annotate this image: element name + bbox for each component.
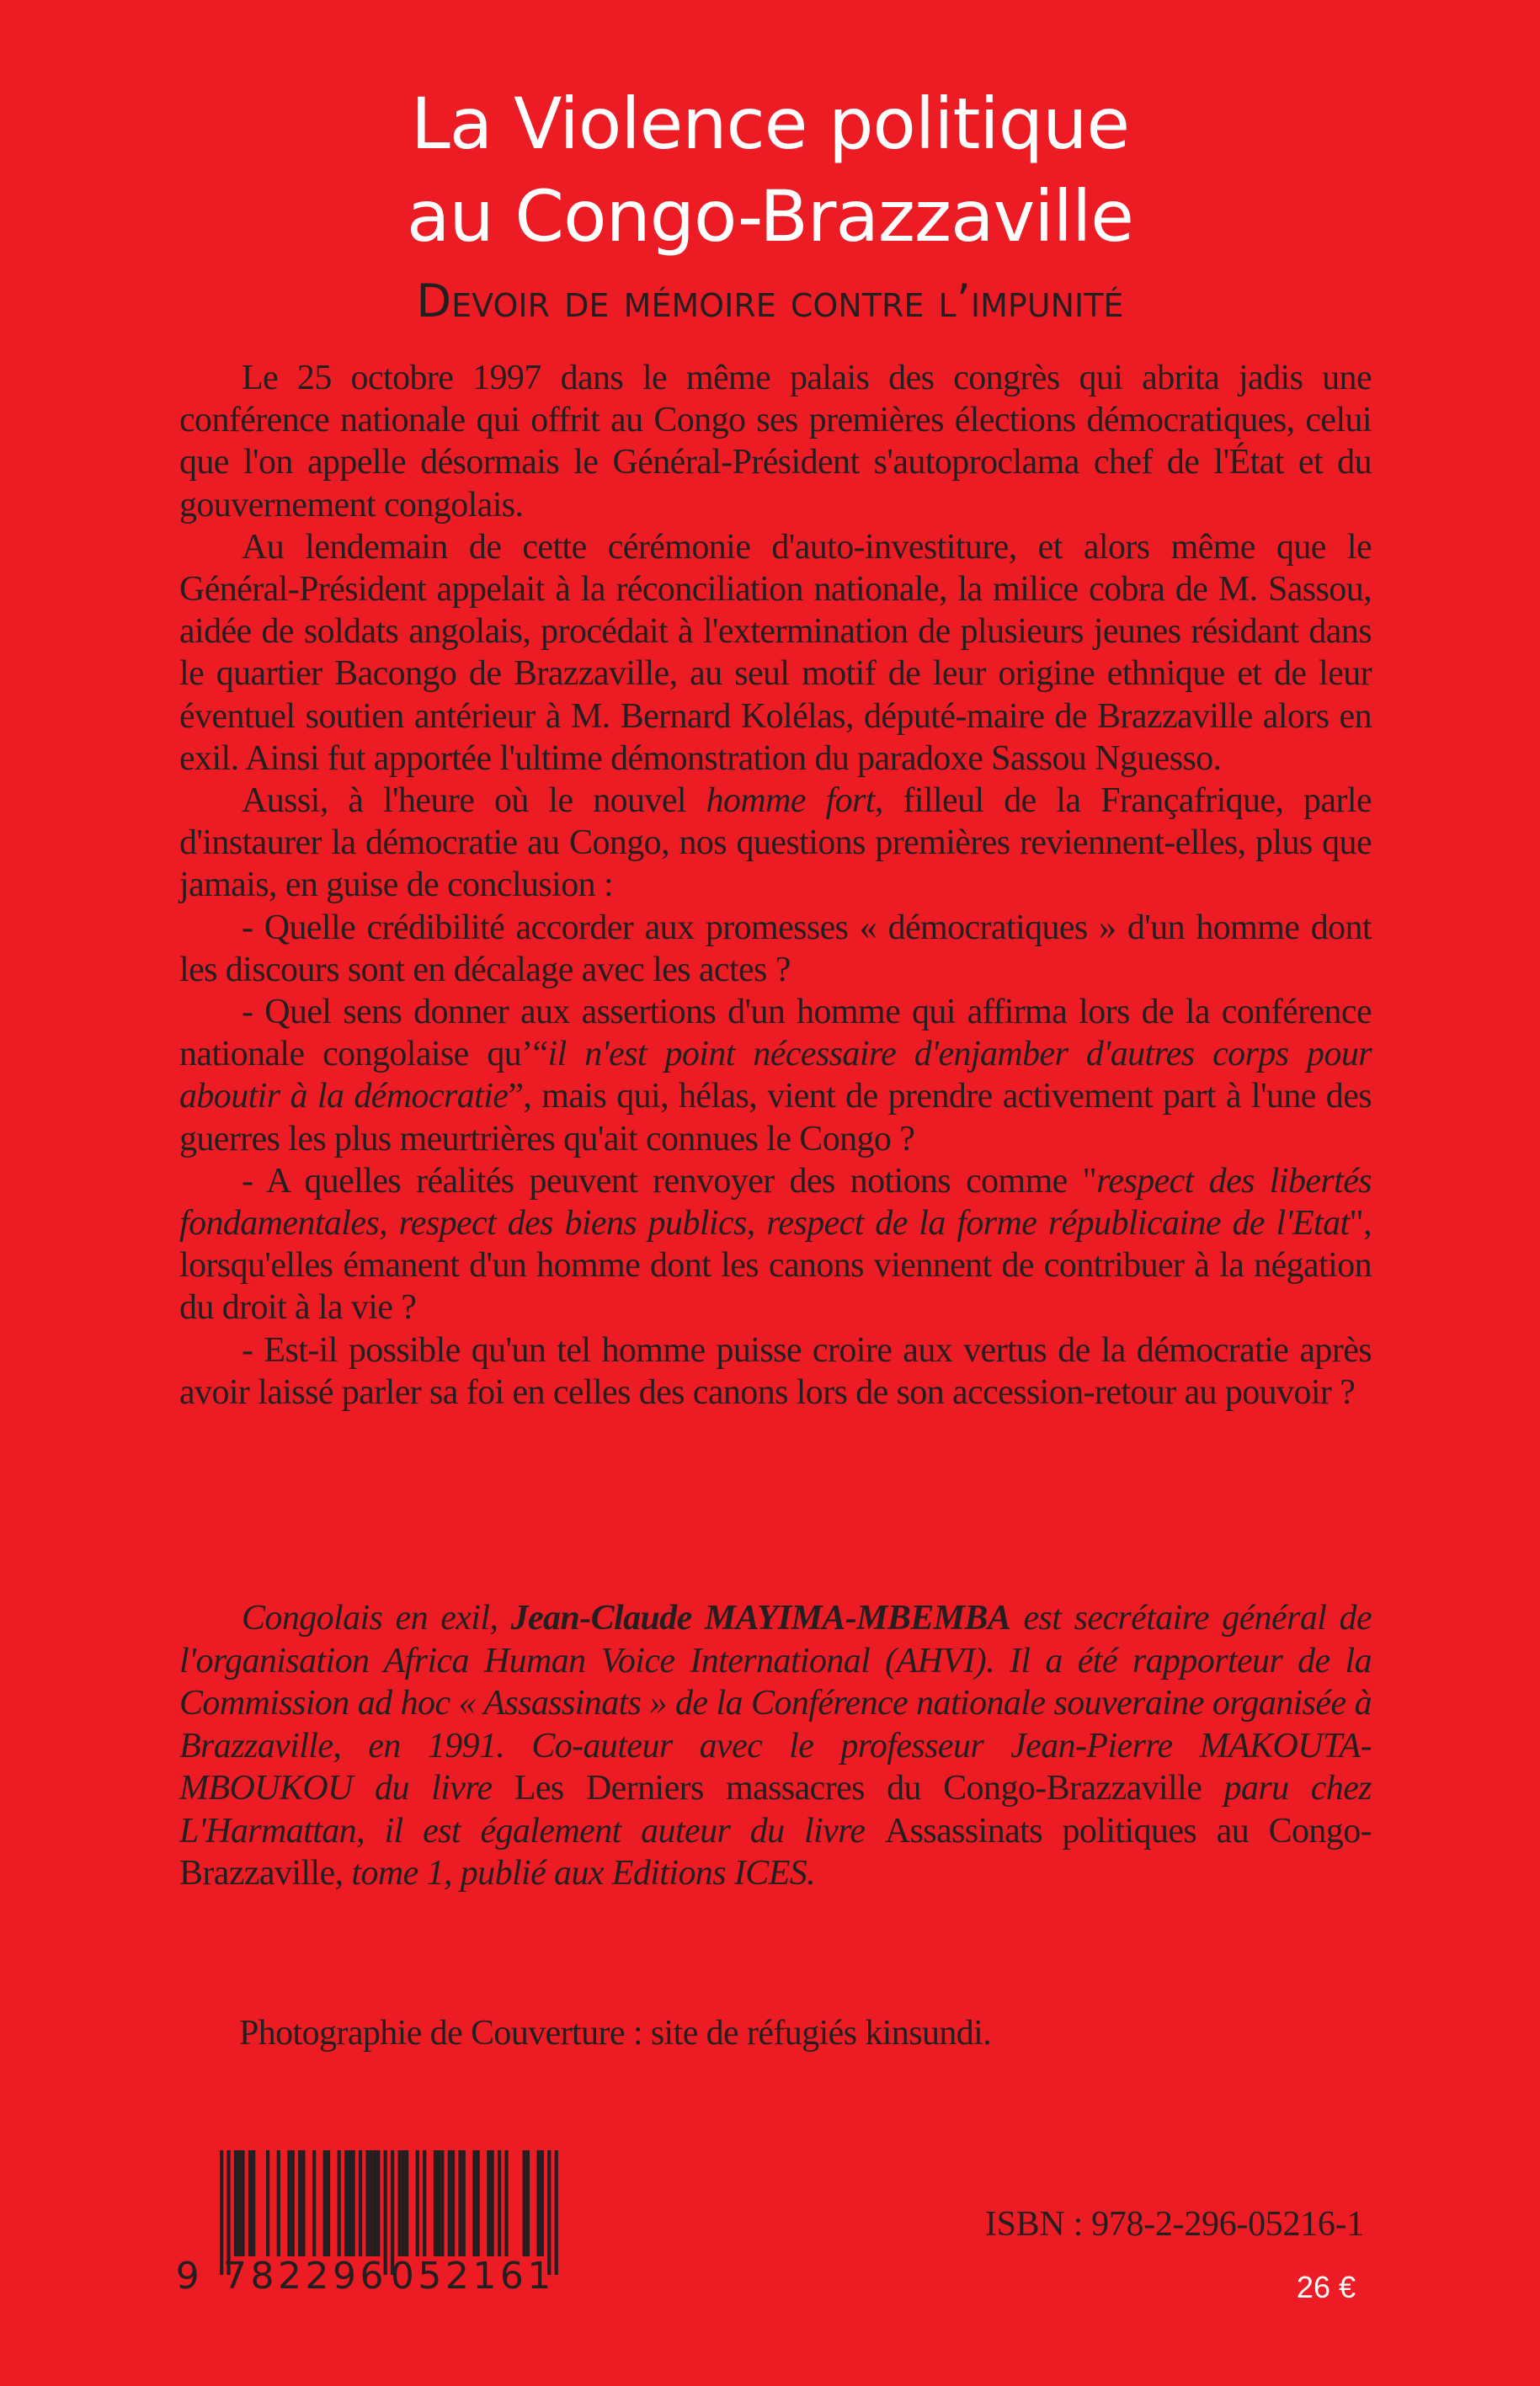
photo-credit: Photographie de Couverture : site de réfugiés kinsundi. [239, 2014, 992, 2053]
bio-paragraph [179, 1597, 1372, 1895]
paragraph-1: Le 25 octobre 1997 dans le même palais des congrès qui abrita jadis une conférence nationale qui offrit au Congo ses premières élections démocratiques, celui que l'on appelle désormais le Général-Président s'autoproclama chef de l'État et du gouvernement congolais. [179, 359, 1372, 525]
q3-quote: respect des libertés fondamentales, respect des biens publics, respect de la forme républicaine de l'Etat [179, 1161, 1372, 1244]
svg-text:052161: 052161 [390, 2255, 555, 2298]
blurb-text [179, 357, 1372, 1414]
author-bio [179, 1597, 1372, 1895]
bio-text-3: paru chez L'Harmattan, il est également auteur du livre [179, 1769, 1372, 1851]
p3-text-b: , filleul de la Françafrique, parle d'instaurer la démocratie au Congo, nos questions premières reviennent-elles, plus que jamais, en guise de conclusion : [179, 781, 1372, 905]
price: 26 € [1296, 2270, 1356, 2304]
paragraph-2: Au lendemain de cette cérémonie d'auto-investiture, et alors même que le Général-Président appelait à la réconciliation nationale, la milice cobra de M. Sassou, aidée de soldats angolais, procédait à l'extermination de plusieurs jeunes résidant dans le quartier Bacongo de Brazzaville, au seul motif de leur origine ethnique et de leur éventuel soutien antérieur à M. Bernard Kolélas, député-maire de Brazzaville alors en exil. Ainsi fut apportée l'ultime démonstration du paradoxe Sassou Nguesso. [179, 527, 1372, 778]
question-2 [179, 991, 1372, 1160]
ean13-barcode-icon [168, 2147, 564, 2298]
question-1: - Quelle crédibilité accorder aux promesses « démocratiques » d'un homme dont les discours sont en décalage avec les actes ? [179, 908, 1372, 989]
isbn-number: ISBN : 978-2-296-05216-1 [984, 2205, 1364, 2244]
subtitle: Devoir de mémoire contre l’impunité [416, 274, 1124, 328]
book-title-2: Assassinats politiques au Congo-Brazzaville [179, 1811, 1372, 1893]
paragraph-3 [179, 780, 1372, 907]
title-line-2: au Congo-Brazzaville [407, 175, 1133, 258]
q2-quote: il n'est point nécessaire d'enjamber d'autres corps pour aboutir à la démocratie [179, 1035, 1372, 1116]
p3-text-a: Aussi, à l'heure où le nouvel [242, 781, 706, 821]
bio-text-2: est secrétaire général de l'organisation Africa Human Voice International (AHVI). Il a été rapporteur de la Commission ad hoc « Assassinats » de la Conférence nationale souveraine organisée à Brazzaville, en 1991. Co-auteur avec le professeur Jean-Pierre MAKOUTA-MBOUKOU du livre [179, 1599, 1372, 1808]
p3-italic: homme fort [706, 781, 875, 821]
svg-text:782296: 782296 [223, 2255, 388, 2298]
q3-text-b: ", lorsqu'elles émanent d'un homme dont les canons viennent de contribuer à la négation du droit à la vie ? [179, 1204, 1372, 1328]
author-name: Jean-Claude MAYIMA-MBEMBA [510, 1599, 1011, 1638]
q2-text-a: - Quel sens donner aux assertions d'un homme qui affirma lors de la conférence nationale congolaise qu’“ [179, 993, 1372, 1074]
question-4: - Est-il possible qu'un tel homme puisse croire aux vertus de la démocratie après avoir laissé parler sa foi en celles des canons lors de son accession-retour au pouvoir ? [179, 1330, 1372, 1412]
bio-text-1: Congolais en exil, [242, 1599, 511, 1638]
bio-text-4: , tome 1, publié aux Editions ICES. [334, 1854, 816, 1893]
title-line-1: La Violence politique [410, 83, 1130, 165]
svg-text:9: 9 [175, 2255, 204, 2298]
book-title-1: Les Derniers massacres du Congo-Brazzaville [514, 1769, 1202, 1808]
question-3 [179, 1160, 1372, 1329]
q2-text-b: ”, mais qui, hélas, vient de prendre activement part à l'une des guerres les plus meurtrières qu'ait connues le Congo ? [179, 1077, 1372, 1158]
q3-text-a: - A quelles réalités peuvent renvoyer des notions comme " [242, 1161, 1097, 1201]
